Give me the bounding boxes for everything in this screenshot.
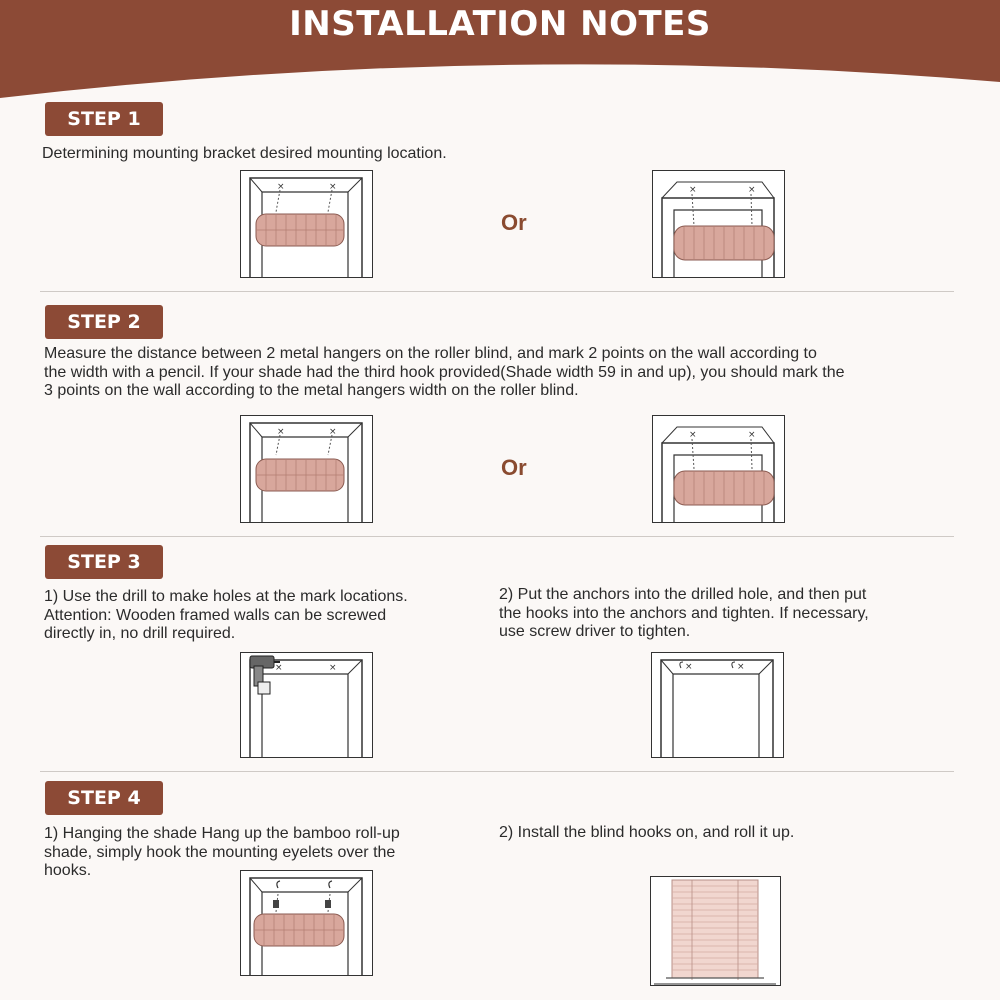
svg-text:×: × xyxy=(689,185,697,195)
step-3-left-text: 1) Use the drill to make holes at the mark locations. Attention: Wooden framed walls can be screwed directly in, no drill required. xyxy=(44,588,408,642)
or-label-step-2: Or xyxy=(501,455,527,480)
svg-text:×: × xyxy=(329,182,337,192)
svg-text:×: × xyxy=(689,430,697,440)
svg-text:×: × xyxy=(275,663,283,673)
step-2-badge: STEP 2 xyxy=(45,305,163,339)
divider-2 xyxy=(40,536,954,537)
or-label-step-1: Or xyxy=(501,210,527,235)
svg-text:×: × xyxy=(277,427,285,437)
window-frame-outside-mount-icon xyxy=(652,170,785,278)
svg-text:×: × xyxy=(737,662,745,672)
step-1-text: Determining mounting bracket desired mounting location. xyxy=(42,145,447,162)
svg-text:×: × xyxy=(748,185,756,195)
svg-text:×: × xyxy=(685,662,693,672)
anchor-hooks-icon xyxy=(651,652,784,758)
header-banner xyxy=(0,0,1000,105)
step-4-badge: STEP 4 xyxy=(45,781,163,815)
window-frame-marked-inside-icon xyxy=(240,415,373,523)
drill-icon xyxy=(240,652,373,758)
hanging-shade-icon xyxy=(240,870,373,976)
svg-text:×: × xyxy=(329,427,337,437)
svg-text:×: × xyxy=(748,430,756,440)
step-2-text: Measure the distance between 2 metal hangers on the roller blind, and mark 2 points on the wall according to the width with a pencil. If your shade had the third hook provided(Shade width 59 in and up), you should mark the 3 points on the wall according to the metal hangers width on the roller blind. xyxy=(44,345,845,399)
rolled-blind-icon xyxy=(650,876,781,986)
step-3-badge: STEP 3 xyxy=(45,545,163,579)
step-1-badge: STEP 1 xyxy=(45,102,163,136)
divider-3 xyxy=(40,771,954,772)
divider-1 xyxy=(40,291,954,292)
step-3-right-text: 2) Put the anchors into the drilled hole, and then put the hooks into the anchors and tighten. If necessary, use screw driver to tighten. xyxy=(499,586,869,640)
page-title: INSTALLATION NOTES xyxy=(289,4,711,44)
step-4-left-text: 1) Hanging the shade Hang up the bamboo roll-up shade, simply hook the mounting eyelets over the hooks. xyxy=(44,825,400,879)
svg-text:×: × xyxy=(329,663,337,673)
step-4-right-text: 2) Install the blind hooks on, and roll it up. xyxy=(499,824,795,841)
window-frame-inside-mount-icon xyxy=(240,170,373,278)
window-frame-marked-outside-icon xyxy=(652,415,785,523)
svg-text:×: × xyxy=(277,182,285,192)
